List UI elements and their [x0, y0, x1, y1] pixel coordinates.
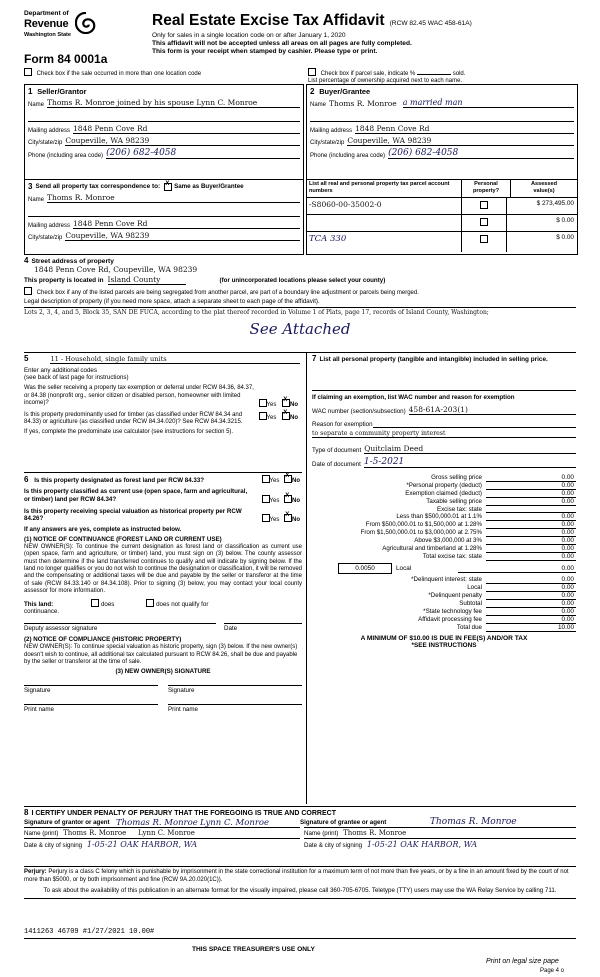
- tax-row-value[interactable]: 0.00: [486, 513, 576, 521]
- exemption-instruction: If claiming an exemption, list WAC number and reason for exemption: [312, 394, 515, 401]
- sec6-q3-no-checkbox[interactable]: [284, 514, 292, 522]
- tax-row: [312, 576, 576, 584]
- grantor-date-value[interactable]: 1-05-21 OAK HARBOR, WA: [86, 840, 198, 849]
- header-sub2: This affidavit will not be accepted unless all areas on all pages are fully completed.: [152, 40, 412, 47]
- page-number: Page 4 o: [540, 968, 565, 974]
- local-rate-label: Local: [396, 565, 412, 572]
- exemption-reason-value[interactable]: to separate a community property interest: [312, 430, 576, 438]
- sec8-number: 8: [24, 808, 29, 817]
- wac-number-label: WAC number (section/subsection): [312, 407, 406, 415]
- sec6-q3-no-label: No: [292, 517, 300, 523]
- sec4-number: 4: [24, 256, 29, 265]
- sec7-number: 7: [312, 354, 317, 363]
- sec6-q1-no-checkbox[interactable]: [284, 475, 292, 483]
- buyer-block: [306, 84, 578, 180]
- grantee-print-value[interactable]: Thoms R. Monroe: [343, 829, 407, 837]
- sec6-number: 6: [24, 475, 29, 484]
- tax-row: [312, 529, 576, 537]
- header-sub1: Only for sales in a single location code on or after January 1, 2020: [152, 32, 346, 39]
- sec3-name-label: Name: [28, 197, 45, 203]
- document-date-label: Date of document: [312, 460, 361, 468]
- buyer-city-label: City/state/zip: [310, 140, 345, 146]
- tax-row-value[interactable]: 0.00: [486, 482, 576, 490]
- document-type-label: Type of document: [312, 446, 362, 454]
- parcel-number-0[interactable]: -S8060-00-35002-0: [307, 197, 462, 214]
- ownership-pct-note: List percentage of ownership acquired next to each name.: [308, 78, 463, 84]
- sec5-q3-note: If yes, complete the predominate use calculator (see instructions for section 5).: [24, 428, 234, 435]
- buyer-title: Buyer/Grantee: [319, 87, 371, 96]
- parcel-number-1[interactable]: [307, 214, 462, 231]
- personal-property-block: [312, 354, 576, 468]
- parcel-sale-label2: sold.: [452, 71, 466, 77]
- tax-row-label: Total excise tax: state: [422, 553, 482, 560]
- tax-row-label: Agricultural and timberland at 1.28%: [382, 545, 482, 552]
- legal-description-value[interactable]: Lots 2, 3, 4, and 5, Block 35, SAN DE FUCA, according to the plat thereof recorded in Volume 1 of Plats, page 17, records of Island County, Washington;: [24, 309, 489, 316]
- deputy-assessor-signature-label[interactable]: Deputy assessor signature: [24, 623, 216, 632]
- enter-codes-l2: (see back of last page for instructions): [24, 374, 129, 381]
- perjury-block: [24, 869, 576, 895]
- tax-row-value[interactable]: 0.00: [486, 553, 576, 561]
- buyer-phone-value[interactable]: (206) 682-4058: [388, 148, 574, 159]
- personal-checkbox-1[interactable]: [480, 218, 488, 226]
- sec5-q2-yes-label: Yes: [266, 414, 277, 421]
- local-rate-value[interactable]: 0.0050: [338, 563, 392, 574]
- see-instructions-note: *SEE INSTRUCTIONS: [411, 642, 477, 649]
- same-as-buyer-checkbox[interactable]: [164, 183, 172, 191]
- personal-col-header-l2: property?: [472, 187, 500, 194]
- deputy-assessor-date-label[interactable]: Date: [224, 623, 302, 632]
- tax-row-value[interactable]: 0.00: [486, 592, 576, 600]
- segregated-label: Check box if any of the listed parcels are being segregated from another parcel, are part of a boundary line adjustment or parcels being merged.: [36, 290, 419, 296]
- new-owner-print-label-2[interactable]: Print name: [168, 704, 302, 713]
- property-address-block: [24, 256, 576, 338]
- sec6-q2-label: Is this property classified as current use (open space, farm and agricultural, or timber) land per RCW 84.34?: [24, 488, 248, 503]
- assessed-col-header-l2: value(s): [533, 187, 555, 194]
- continuance-paragraph: NEW OWNER(S): To continue the current designation as forest land or classification as current use (open space, farm and agriculture, or timber) land, you must sign on (3) below. The county assessor must then determine if the land transferred continues to qualify and will indicate by signing below. If the land no longer qualifies or you do not wish to continue the designation or classification, it will be removed and the compensating or additional taxes will be due and payable by the seller or transferor at the time of sale (RCW 84.33.140 or 84.34.108). Prior to signing (3) below, you may contact your local county assessor for more information.: [24, 544, 302, 594]
- tax-row: [312, 513, 576, 521]
- use-code-block: [24, 354, 300, 436]
- grantor-signature-value[interactable]: Thomas R. Monroe: [116, 818, 198, 828]
- tax-row-value[interactable]: 0.00: [486, 616, 576, 624]
- personal-checkbox-2[interactable]: [480, 235, 488, 243]
- certification-block: [24, 808, 576, 849]
- minimum-due-note: A MINIMUM OF $10.00 IS DUE IN FEE(S) AND/OR TAX: [360, 635, 528, 642]
- wac-number-value[interactable]: 458-61A-203(1): [409, 405, 576, 415]
- tax-row-value[interactable]: 0.00: [486, 521, 576, 529]
- grantee-signature-label: Signature of grantee or agent: [300, 819, 387, 826]
- sec5-q2-no-checkbox[interactable]: [282, 412, 290, 420]
- sec5-number: 5: [24, 354, 29, 363]
- agency-logo-block: [24, 10, 144, 39]
- seller-phone-value[interactable]: (206) 682-4058: [106, 148, 300, 159]
- new-owner-print-label-1[interactable]: Print name: [24, 704, 158, 713]
- sec3-city-label: City/state/zip: [28, 235, 63, 241]
- sec6-q2-yes-label: Yes: [269, 497, 280, 504]
- tax-row: [312, 600, 576, 608]
- parcel-sale-checkbox[interactable]: [308, 68, 316, 76]
- tax-row: [312, 608, 576, 616]
- enter-codes-l1: Enter any additional codes: [24, 367, 97, 374]
- tax-row-label: *Delinquent interest: state: [411, 576, 482, 584]
- tax-row: [312, 616, 576, 624]
- seller-block: [24, 84, 304, 180]
- tax-row-label: Gross selling price: [431, 474, 482, 482]
- page-title: Real Estate Excise Tax Affidavit: [152, 12, 385, 29]
- sec6-q2-no-label: No: [292, 497, 300, 504]
- tax-row-value[interactable]: 0.00: [486, 600, 576, 608]
- does-not-qualify-checkbox[interactable]: [146, 599, 154, 607]
- table-row: [307, 197, 577, 214]
- personal-checkbox-0[interactable]: [480, 201, 488, 209]
- grantor-print-value2[interactable]: Lynn C. Monroe: [138, 829, 195, 837]
- tax-row-value[interactable]: 0.00: [486, 545, 576, 553]
- compliance-paragraph: NEW OWNER(S): To continue special valuation as historic property, sign (3) below. If the new owner(s) doesn't wish to continue, all additional tax calculated pursuant to RCW 84.26, shall be due and payable by the seller or transferor at the time of sale.: [24, 644, 298, 665]
- grantor-print-value[interactable]: Thoms R. Monroe: [63, 829, 127, 837]
- tax-row-value[interactable]: 0.00: [486, 537, 576, 545]
- sec5-q1-yes-checkbox[interactable]: [259, 399, 267, 407]
- tax-row-label: Taxable selling price: [426, 498, 482, 505]
- property-street-address[interactable]: 1848 Penn Cove Rd, Coupeville, WA 98239: [34, 265, 198, 274]
- use-code-value[interactable]: 11 - Household, single family units: [50, 355, 300, 364]
- buyer-section-number: 2: [310, 87, 315, 96]
- tax-row-value[interactable]: [486, 506, 576, 513]
- seller-phone-label: Phone (including area code): [28, 153, 104, 159]
- tax-row: [312, 482, 576, 490]
- legal-description-handwritten[interactable]: See Attached: [249, 320, 351, 338]
- dept-line1: Department of: [24, 10, 69, 17]
- tax-row-value[interactable]: 0.00: [486, 576, 576, 584]
- seller-name-label: Name: [28, 102, 45, 108]
- seller-title: Seller/Grantor: [37, 87, 87, 96]
- compliance-heading: (2) NOTICE OF COMPLIANCE (HISTORIC PROPERTY): [24, 636, 182, 644]
- treasurer-stamp: [24, 928, 154, 936]
- assessed-value-1[interactable]: $ 0.00: [507, 214, 577, 231]
- continuance-word: continuance.: [24, 608, 60, 616]
- sec5-q1-no-checkbox[interactable]: [282, 399, 290, 407]
- table-row: [307, 214, 577, 231]
- seller-section-number: 1: [28, 87, 33, 96]
- sec6-q2-yes-checkbox[interactable]: [262, 495, 270, 503]
- sec6-q1-no-label: No: [292, 478, 300, 484]
- tax-row-label: Less than $500,000.01 at 1.1%: [396, 513, 482, 520]
- tax-row: [312, 545, 576, 553]
- sec6-q1-yes-label: Yes: [269, 478, 280, 484]
- located-in-value[interactable]: Island County: [108, 275, 186, 285]
- grantee-signature-value[interactable]: Thomas R. Monroe: [430, 817, 517, 827]
- sec6-q1-label: Is this property designated as forest land per RCW 84.33?: [34, 477, 205, 484]
- tax-row-label: Exemption claimed (deduct): [405, 490, 482, 497]
- new-owner-signature-heading: (3) NEW OWNER(S) SIGNATURE: [115, 668, 211, 676]
- grantee-date-label: Date & city of signing: [304, 842, 363, 849]
- tax-row-label: Local: [467, 584, 482, 591]
- header-sub3: This form is your receipt when stamped by cashier. Please type or print.: [152, 48, 378, 55]
- located-in-label: This property is located in: [24, 277, 104, 284]
- tax-row-value[interactable]: 0.00: [486, 490, 576, 498]
- tax-row: [312, 474, 576, 482]
- buyer-name-label: Name: [310, 102, 327, 108]
- parcel-col-header: List all real and personal property tax parcel account numbers: [307, 180, 462, 197]
- sec5-q2-yes-checkbox[interactable]: [259, 412, 267, 420]
- segregated-checkbox[interactable]: [24, 287, 32, 295]
- tax-row-label: Affidavit processing fee: [418, 616, 482, 623]
- seller-city-label: City/state/zip: [28, 140, 63, 146]
- tax-row: [312, 553, 576, 561]
- sec3-title: Send all property tax correspondence to:: [35, 183, 161, 190]
- sec3-number: 3: [28, 182, 33, 191]
- grantee-print-label: Name (print): [304, 830, 339, 837]
- tax-correspondence-block: [24, 179, 304, 255]
- sec6-q1-yes-checkbox[interactable]: [262, 475, 270, 483]
- legal-description-label: Legal description of property (if you need more space, attach a separate sheet to each page of the affidavit).: [24, 298, 320, 305]
- tax-row-label: *Personal property (deduct): [406, 482, 482, 489]
- sec5-q1-no-label: No: [290, 401, 298, 408]
- tax-row: [312, 490, 576, 498]
- buyer-mailing-value[interactable]: 1848 Penn Cove Rd: [355, 124, 574, 134]
- located-in-note: (for unincorporated locations please select your county): [219, 277, 386, 284]
- sec6-q3-yes-checkbox[interactable]: [262, 514, 270, 522]
- multi-location-label: Check box if the sale occurred in more than one location code: [36, 71, 202, 77]
- does-not-label: does not qualify for: [156, 601, 209, 609]
- tax-row: [312, 506, 576, 513]
- grantor-signature-value2[interactable]: Lynn C. Monroe: [200, 818, 270, 828]
- buyer-city-value[interactable]: Coupeville, WA 98239: [347, 136, 574, 146]
- parcel-sale-label: Check box if parcel sale, indicate %: [320, 71, 416, 77]
- assessed-col-header-l1: Assessed: [530, 181, 558, 187]
- tax-row-label: Subtotal: [459, 600, 482, 607]
- print-legal-note: Print on legal size pape: [486, 958, 559, 965]
- tax-row: [312, 537, 576, 545]
- tax-row-label: Above $3,000,000 at 3%: [414, 537, 482, 544]
- tax-row-label: *Delinquent penalty: [428, 592, 482, 599]
- stamp-text: 1411263 46709 #1/27/2021 10.00#: [24, 928, 155, 936]
- grantor-print-label: Name (print): [24, 830, 59, 837]
- parcel-table: [306, 179, 578, 255]
- local-rate-amount: 0.00: [458, 565, 576, 573]
- buyer-name-value[interactable]: Thoms R. Monroe: [329, 99, 397, 108]
- perjury-text: Perjury is a class C felony which is punishable by imprisonment in the state correctional institution for a maximum term of not more than five years, or by a fine in an amount fixed by the court of not more than $5000, or by both imprisonment and fine (RCW 9A.20.020(1C)).: [24, 869, 569, 883]
- seller-mailing-value[interactable]: 1848 Penn Cove Rd: [73, 124, 300, 134]
- multi-location-checkbox[interactable]: [24, 68, 32, 76]
- tax-row-label: Excise tax: state: [436, 505, 482, 513]
- sec4-title: Street address of property: [31, 258, 114, 265]
- tax-row-value[interactable]: 0.00: [486, 584, 576, 592]
- grantor-signature-label: Signature of grantor or agent: [24, 819, 110, 826]
- form-number: Form 84 0001a: [24, 52, 108, 66]
- tax-row-value[interactable]: 10.00: [486, 624, 576, 632]
- sec5-q1-yes-label: Yes: [266, 401, 277, 408]
- sec6-q3-label: Is this property receiving special valuation as historical property per RCW 84.26?: [24, 507, 242, 523]
- assessed-value-0[interactable]: $ 273,495.00: [507, 197, 577, 214]
- assessed-value-2[interactable]: $ 0.00: [507, 231, 577, 252]
- sec3-mailing-label: Mailing address: [28, 223, 71, 229]
- new-owner-signature-label-2[interactable]: Signature: [168, 685, 302, 694]
- tax-row-value[interactable]: 0.00: [486, 529, 576, 537]
- tax-row-value[interactable]: 0.00: [486, 498, 576, 506]
- exemption-reason-label: Reason for exemption: [312, 420, 373, 428]
- designation-block: [24, 475, 302, 713]
- parcel-number-2[interactable]: TCA 330: [307, 231, 462, 252]
- ada-notice: To ask about the availability of this publication in an alternate format for the visually impaired, please call 360-705-6705. Teletype (TTY) users may use the WA Relay Service by calling 711.: [43, 887, 557, 894]
- tax-row-label: *State technology fee: [423, 608, 482, 615]
- new-owner-signature-label-1[interactable]: Signature: [24, 685, 158, 694]
- sec6-q2-no-checkbox[interactable]: [284, 495, 292, 503]
- does-qualify-checkbox[interactable]: [91, 599, 99, 607]
- table-row: [307, 231, 577, 252]
- perjury-label: Perjury:: [24, 869, 47, 875]
- continuance-heading: (1) NOTICE OF CONTINUANCE (FOREST LAND OR CURRENT USE): [24, 536, 222, 543]
- sec3-name-value[interactable]: Thoms R. Monroe: [47, 193, 300, 203]
- grantor-date-label: Date & city of signing: [24, 842, 83, 849]
- seller-name-value[interactable]: Thoms R. Monroe joined by his spouse Lynn C. Monroe: [47, 98, 300, 108]
- tax-row: [312, 521, 576, 529]
- buyer-mailing-label: Mailing address: [310, 128, 353, 134]
- tax-row: [312, 592, 576, 600]
- document-type-value[interactable]: Quitclaim Deed: [364, 444, 576, 454]
- seller-city-value[interactable]: Coupeville, WA 98239: [65, 136, 300, 146]
- sec8-title: I CERTIFY UNDER PENALTY OF PERJURY THAT THE FOREGOING IS TRUE AND CORRECT: [31, 810, 336, 817]
- sec6-ifany-note: If any answers are yes, complete as instructed below.: [24, 526, 182, 533]
- sec7-title: List all personal property (tangible and intangible) included in selling price.: [319, 356, 548, 363]
- personal-col-header-l1: Personal: [474, 181, 498, 187]
- title-statute-ref: (RCW 82.45 WAC 458-61A): [389, 20, 472, 27]
- sec3-city-value[interactable]: Coupeville, WA 98239: [65, 231, 300, 241]
- tax-row-label: From $1,500,000.01 to $3,000,000 at 2.75%: [360, 529, 482, 536]
- seller-mailing-label: Mailing address: [28, 128, 71, 134]
- sec5-q1-label: Was the seller receiving a property tax exemption or deferral under RCW 84.36, 84.37, or 84.38 (nonprofit org., senior citizen or disabled person, homeowner with limited income)?: [24, 385, 254, 406]
- revenue-swirl-icon: [75, 12, 97, 36]
- sec5-q2-label: Is this property predominantly used for timber (as classified under RCW 84.34 and 84.33) or agriculture (as classified under RCW 84.34.020)? See RCW 84.34.3215.: [24, 411, 243, 425]
- this-land-label: This land:: [24, 601, 54, 609]
- does-label: does: [100, 601, 115, 609]
- grantee-date-value[interactable]: 1-05-21 OAK HARBOR, WA: [366, 840, 478, 849]
- tax-row: [312, 498, 576, 506]
- sec6-q3-yes-label: Yes: [269, 517, 280, 523]
- same-as-buyer-label: Same as Buyer/Grantee: [174, 183, 244, 190]
- sec5-q2-no-label: No: [290, 414, 298, 421]
- tax-row: [312, 624, 576, 632]
- sec3-mailing-value[interactable]: 1848 Penn Cove Rd: [73, 219, 300, 229]
- dept-line3: Washington State: [24, 31, 72, 38]
- tax-row: [312, 584, 576, 592]
- treasurer-use-label: THIS SPACE TREASURER'S USE ONLY: [192, 946, 315, 953]
- tax-calculation-block: [312, 474, 576, 649]
- buyer-phone-label: Phone (including area code): [310, 153, 386, 159]
- document-date-value[interactable]: 1-5-2021: [364, 457, 576, 468]
- tax-row-value[interactable]: 0.00: [486, 474, 576, 482]
- buyer-name-hand[interactable]: a married man: [403, 98, 574, 108]
- tax-row-value[interactable]: 0.00: [486, 608, 576, 616]
- dept-line2: Revenue: [24, 18, 69, 31]
- tax-row-label: From $500,000.01 to $1,500,000 at 1.28%: [365, 521, 482, 528]
- tax-row-label: Total due: [456, 624, 482, 631]
